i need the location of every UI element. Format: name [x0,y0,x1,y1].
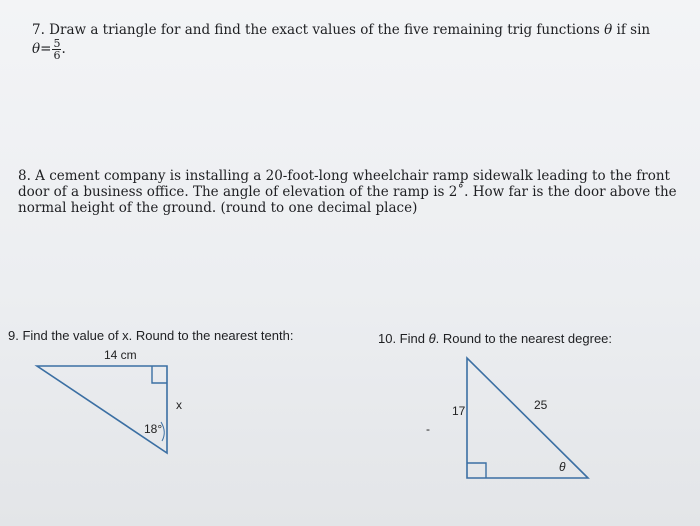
q7-text: 7. Draw a triangle for and find the exact values of the five remaining trig functions [32,22,600,38]
q10-right-angle-marker [467,463,486,478]
q10-leg-label: 17 [452,404,466,418]
q10-hyp-label: 25 [534,398,548,412]
q10-text-a: 10. Find [378,331,425,346]
q9-angle-label: 18° [144,422,163,436]
q7-denominator: 6 [53,49,61,62]
q9-right-angle-marker [152,366,167,383]
q7-text-if-sin: if sin [616,22,651,38]
q7-numerator: 5 [53,37,61,50]
q7-equals: = [40,41,52,57]
q10-stray-mark: - [426,422,430,436]
q9-triangle-figure [37,348,182,453]
q10-triangle-figure [426,358,588,478]
q10-text-b: . Round to the nearest degree: [435,331,613,346]
q7-theta-2: θ [32,41,41,57]
q7-theta: θ [604,22,613,38]
q10-triangle [467,358,588,478]
q9-top-label: 14 cm [104,348,137,362]
q7-period: . [61,41,66,57]
q10-theta: θ [428,331,436,346]
question-9-prompt: 9. Find the value of x. Round to the nearest tenth: [8,328,294,343]
q10-angle-label: θ [559,460,566,474]
q9-triangle [37,366,167,453]
q9-side-label: x [176,398,182,412]
question-8: 8. A cement company is installing a 20-foot-long wheelchair ramp sidewalk leading to the front door of a business office. The angle of elevation of the ramp is 2˚. How far is the door above the normal height of the ground. (round to one decimal place) [18,168,677,216]
